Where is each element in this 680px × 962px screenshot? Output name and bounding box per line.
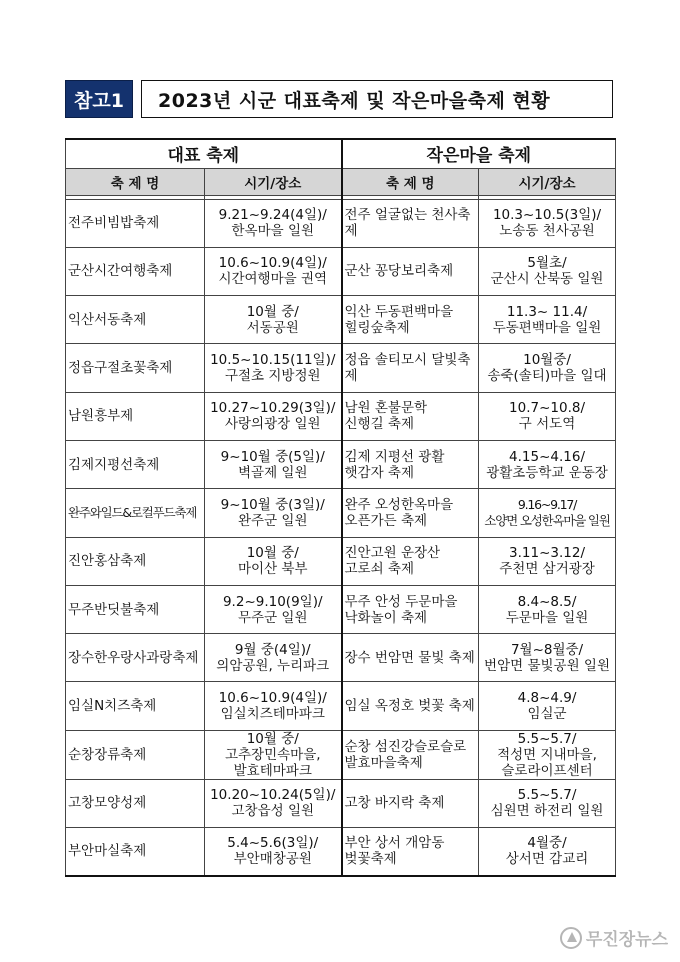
festival-period-place: 5.4~5.6(3일)/ 부안매창공원: [205, 828, 342, 876]
village-festival-period-place: 3.11~3.12/ 주천면 삼거광장: [479, 537, 616, 585]
village-festival-name: 부안 상서 개암동 벚꽃축제: [342, 828, 479, 876]
festival-period-place: 10.27~10.29(3일)/ 사랑의광장 일원: [205, 392, 342, 440]
festival-period-place: 10.5~10.15(11일)/ 구절초 지방정원: [205, 344, 342, 392]
column-header: 시기/장소: [479, 168, 616, 195]
festival-name: 장수한우랑사과랑축제: [66, 634, 205, 682]
page-title: 2023년 시군 대표축제 및 작은마을축제 현황: [141, 80, 613, 118]
festival-name: 임실N치즈축제: [66, 682, 205, 730]
village-festival-name: 전주 얼굴없는 천사축제: [342, 199, 479, 247]
table-row: [66, 828, 616, 876]
village-festival-period-place: 5월초/ 군산시 산북동 일원: [479, 247, 616, 295]
village-festival-name: 순창 섬진강슬로슬로 발효마을축제: [342, 730, 479, 779]
village-festival-period-place: 11.3~ 11.4/ 두동편백마을 일원: [479, 296, 616, 344]
village-festival-period-place: 9.16~9.17/ 소양면 오성한옥마을 일원: [479, 489, 616, 537]
village-festival-name: 정읍 솔티모시 달빛축제: [342, 344, 479, 392]
title-bar: [65, 80, 613, 118]
village-festival-period-place: 10월중/ 송죽(솔티)마을 일대: [479, 344, 616, 392]
festival-name: 정읍구절초꽃축제: [66, 344, 205, 392]
festival-name: 진안홍삼축제: [66, 537, 205, 585]
watermark: [560, 925, 668, 950]
festival-period-place: 9~10월 중(5일)/ 벽골제 일원: [205, 440, 342, 488]
festival-name: 완주와일드&로컬푸드축제: [66, 489, 205, 537]
village-festival-name: 무주 안성 두문마을 낙화놀이 축제: [342, 585, 479, 633]
mountain-logo-icon: [560, 927, 582, 949]
festival-table: [65, 138, 616, 877]
table-row: [66, 247, 616, 295]
festival-name: 부안마실축제: [66, 828, 205, 876]
festival-period-place: 10월 중/ 고추장민속마을, 발효테마파크: [205, 730, 342, 779]
festival-name: 전주비빔밥축제: [66, 199, 205, 247]
table-row: [66, 440, 616, 488]
festival-name: 군산시간여행축제: [66, 247, 205, 295]
village-festival-period-place: 4.8~4.9/ 임실군: [479, 682, 616, 730]
village-festival-period-place: 7월~8월중/ 번암면 물빛공원 일원: [479, 634, 616, 682]
village-festival-name: 임실 옥정호 벚꽃 축제: [342, 682, 479, 730]
festival-name: 익산서동축제: [66, 296, 205, 344]
village-festival-period-place: 8.4~8.5/ 두문마을 일원: [479, 585, 616, 633]
table-row: [66, 682, 616, 730]
village-festival-name: 완주 오성한옥마을 오픈가든 축제: [342, 489, 479, 537]
festival-period-place: 10월 중/ 서동공원: [205, 296, 342, 344]
village-festival-name: 김제 지평선 광활 햇감자 축제: [342, 440, 479, 488]
table-row: [66, 585, 616, 633]
village-festival-name: 익산 두동편백마을 힐링숲축제: [342, 296, 479, 344]
village-festival-name: 고창 바지락 축제: [342, 779, 479, 827]
village-festival-period-place: 4월중/ 상서면 감교리: [479, 828, 616, 876]
column-header: 축 제 명: [342, 168, 479, 195]
festival-period-place: 9월 중(4일)/ 의암공원, 누리파크: [205, 634, 342, 682]
table-row: [66, 489, 616, 537]
festival-period-place: 9~10월 중(3일)/ 완주군 일원: [205, 489, 342, 537]
village-festival-period-place: 4.15~4.16/ 광활초등학교 운동장: [479, 440, 616, 488]
village-festival-period-place: 10.3~10.5(3일)/ 노송동 천사공원: [479, 199, 616, 247]
table-row: [66, 730, 616, 779]
column-header: 축 제 명: [66, 168, 205, 195]
village-festival-name: 장수 번암면 물빛 축제: [342, 634, 479, 682]
village-festival-period-place: 5.5~5.7/ 적성면 지내마을, 슬로라이프센터: [479, 730, 616, 779]
table-row: [66, 296, 616, 344]
village-festival-name: 남원 혼불문학 신행길 축제: [342, 392, 479, 440]
table-row: [66, 537, 616, 585]
festival-period-place: 9.21~9.24(4일)/ 한옥마을 일원: [205, 199, 342, 247]
festival-name: 김제지평선축제: [66, 440, 205, 488]
festival-period-place: 10.20~10.24(5일)/ 고창읍성 일원: [205, 779, 342, 827]
watermark-text: 무진장뉴스: [585, 930, 668, 950]
section-header-main: 대표 축제: [66, 139, 342, 168]
festival-name: 남원흥부제: [66, 392, 205, 440]
festival-name: 무주반딧불축제: [66, 585, 205, 633]
table-row: [66, 779, 616, 827]
festival-name: 고창모양성제: [66, 779, 205, 827]
section-header-village: 작은마을 축제: [342, 139, 616, 168]
table-row: [66, 344, 616, 392]
village-festival-period-place: 5.5~5.7/ 심원면 하전리 일원: [479, 779, 616, 827]
festival-period-place: 9.2~9.10(9일)/ 무주군 일원: [205, 585, 342, 633]
festival-period-place: 10.6~10.9(4일)/ 시간여행마을 권역: [205, 247, 342, 295]
column-header: 시기/장소: [205, 168, 342, 195]
festival-period-place: 10.6~10.9(4일)/ 임실치즈테마파크: [205, 682, 342, 730]
table-row: [66, 392, 616, 440]
village-festival-period-place: 10.7~10.8/ 구 서도역: [479, 392, 616, 440]
village-festival-name: 군산 꽁당보리축제: [342, 247, 479, 295]
village-festival-name: 진안고원 운장산 고로쇠 축제: [342, 537, 479, 585]
festival-period-place: 10월 중/ 마이산 북부: [205, 537, 342, 585]
festival-name: 순창장류축제: [66, 730, 205, 779]
table-row: [66, 199, 616, 247]
table-row: [66, 634, 616, 682]
reference-badge: 참고1: [65, 80, 133, 118]
